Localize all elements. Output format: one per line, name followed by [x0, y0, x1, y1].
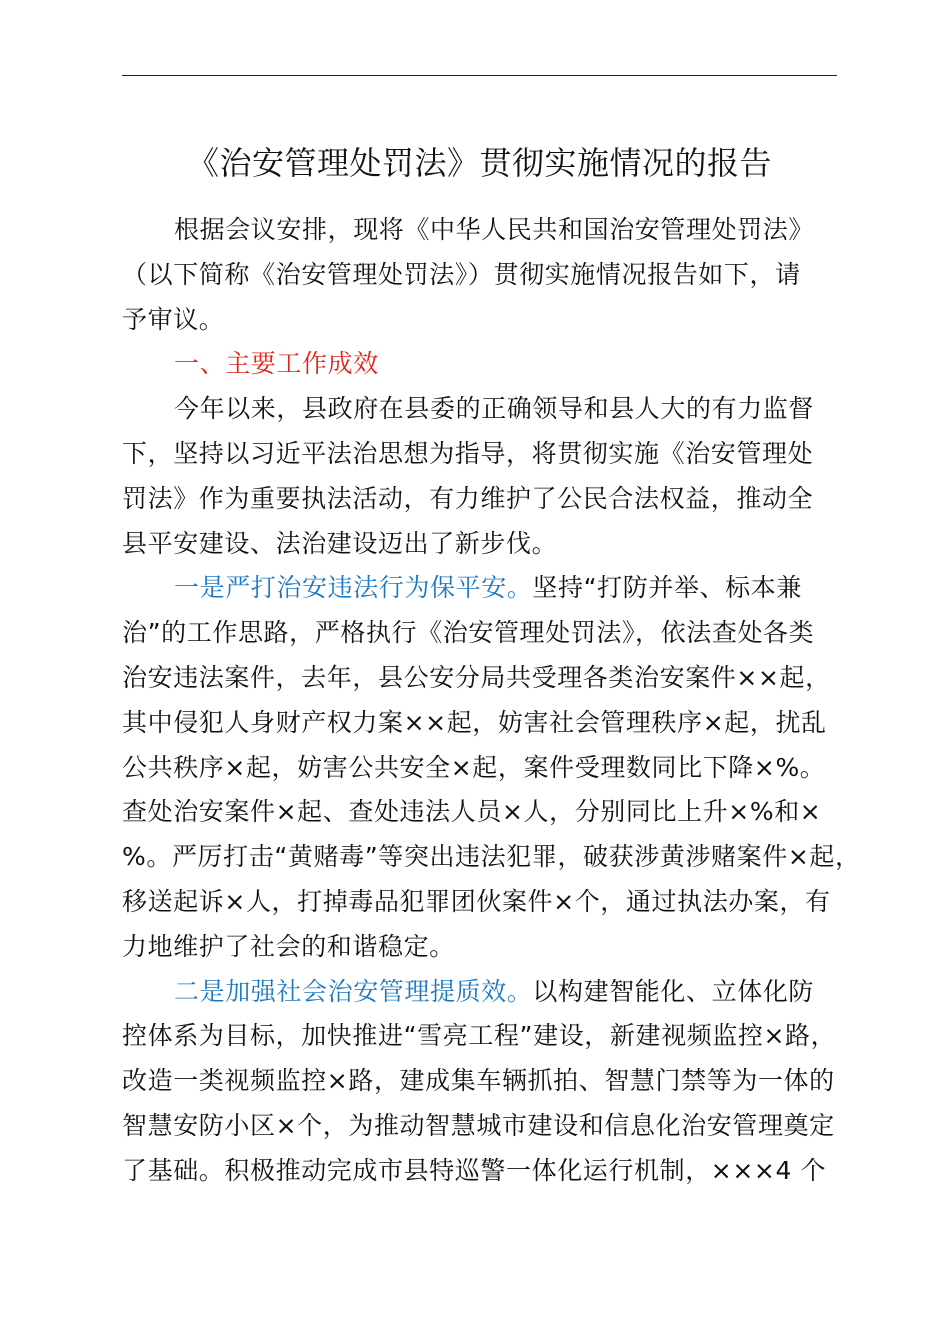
point-heading: 一是严打治安违法行为保平安。: [174, 573, 533, 603]
text-line: 移送起诉×人，打掉毒品犯罪团伙案件×个，通过执法办案，有: [122, 886, 831, 916]
text-line: 智慧安防小区×个，为推动智慧城市建设和信息化治安管理奠定: [122, 1110, 835, 1140]
document-title: 《治安管理处罚法》贯彻实施情况的报告: [186, 144, 772, 182]
text-line: 予审议。: [122, 304, 225, 334]
text-run: 坚持“打防并举、标本兼: [532, 573, 802, 603]
section-heading: 一、主要工作成效: [174, 349, 379, 379]
text-line: 县平安建设、法治建设迈出了新步伐。: [122, 528, 558, 558]
text-line: 罚法》作为重要执法活动，有力维护了公民合法权益，推动全: [122, 483, 814, 513]
text-line: %。严厉打击“黄赌毒”等突出违法犯罪，破获涉黄涉赌案件×起，: [122, 842, 861, 872]
text-run: 以构建智能化、立体化防: [532, 976, 815, 1006]
text-line: 控体系为目标，加快推进“雪亮工程”建设，新建视频监控×路，: [122, 1021, 837, 1051]
intro-paragraph: [122, 208, 842, 342]
header-rule: [122, 75, 837, 76]
text-line: 查处治安案件×起、查处违法人员×人，分别同比上升×%和×: [122, 797, 822, 827]
point1-paragraph: [122, 566, 861, 969]
section1-paragraph: [122, 387, 842, 566]
text-line: 下，坚持以习近平法治思想为指导，将贯彻实施《治安管理处: [122, 438, 814, 468]
point2-paragraph: [122, 970, 842, 1194]
text-line: （以下简称《治安管理处罚法》）贯彻实施情况报告如下，请: [122, 259, 801, 289]
text-line: [122, 566, 842, 611]
text-line: 根据会议安排，现将《中华人民共和国治安管理处罚法》: [174, 215, 815, 244]
text-line: 了基础。积极推动完成市县特巡警一体化运行机制，×××4 个: [122, 1155, 827, 1185]
text-line: 其中侵犯人身财产权力案××起，妨害社会管理秩序×起，扰乱: [122, 707, 827, 737]
point-heading: 二是加强社会治安管理提质效。: [174, 976, 533, 1006]
text-line: 治安违法案件，去年，县公安分局共受理各类治安案件××起，: [122, 662, 831, 692]
text-line: 力地维护了社会的和谐稳定。: [122, 931, 455, 961]
text-line: 公共秩序×起，妨害公共安全×起，案件受理数同比下降×%。: [122, 752, 826, 782]
text-line: 今年以来，县政府在县委的正确领导和县人大的有力监督: [174, 394, 815, 424]
document-body: [122, 208, 861, 1194]
text-line: [122, 970, 842, 1015]
text-line: 改造一类视频监控×路，建成集车辆抓拍、智慧门禁等为一体的: [122, 1066, 835, 1096]
text-line: 治”的工作思路，严格执行《治安管理处罚法》，依法查处各类: [122, 618, 815, 648]
